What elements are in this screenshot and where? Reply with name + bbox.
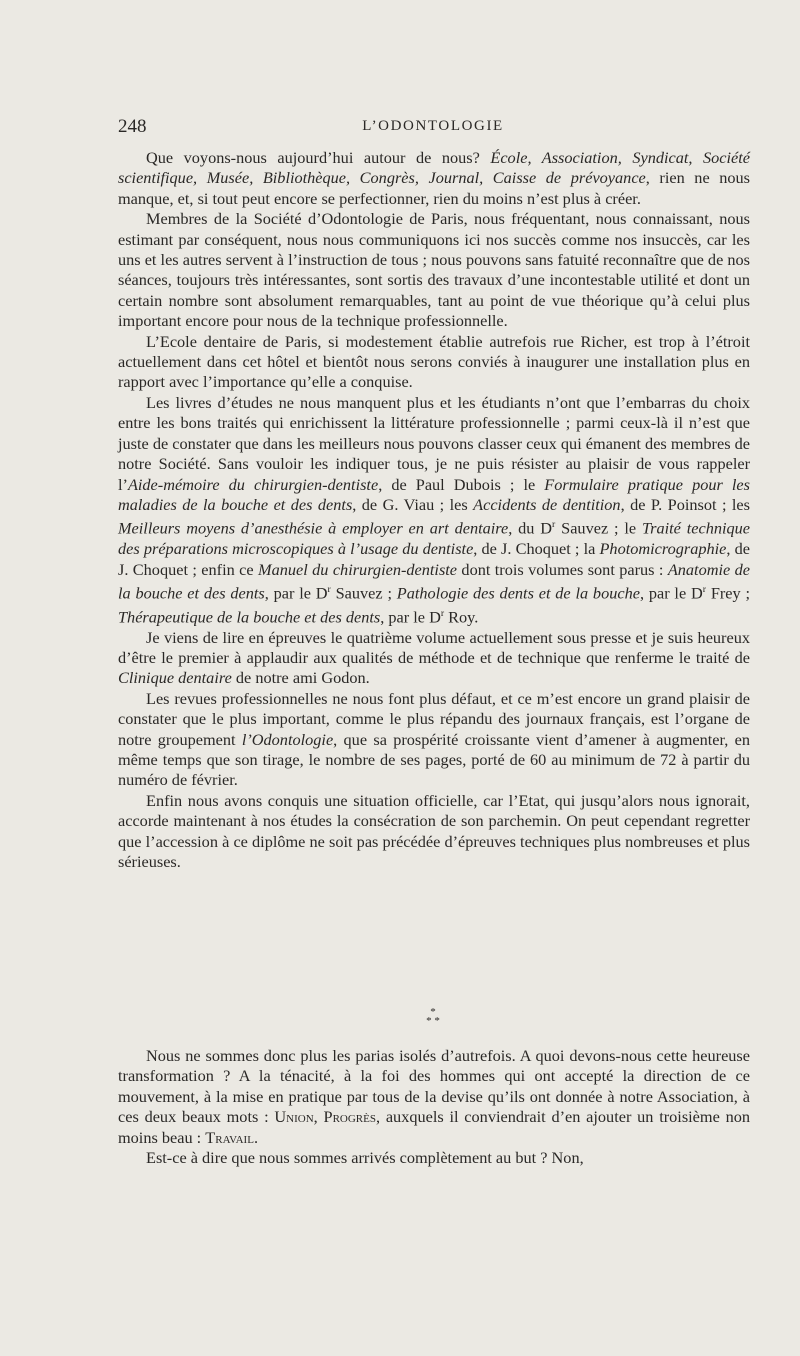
italic-text: Anatomie de la bouche et des dents bbox=[118, 559, 750, 603]
text-run: Sauvez ; bbox=[330, 583, 397, 603]
text-run: dont trois volumes sont parus : bbox=[457, 559, 668, 579]
page-number: 248 bbox=[118, 116, 147, 137]
paragraph bbox=[118, 393, 750, 628]
text-run: , de Paul Dubois ; le bbox=[378, 474, 545, 494]
superscript: r bbox=[552, 519, 556, 531]
italic-text: Manuel du chirurgien-dentiste bbox=[258, 559, 458, 579]
text-run: , par le D bbox=[380, 607, 441, 627]
superscript: r bbox=[327, 583, 331, 595]
text-run: Les revues professionnelles ne nous font plus défaut, et ce m’est encore un grand plaisir de constater que le plus important, comme le plus répandu des journaux français, est l’organe de notre groupement bbox=[118, 688, 750, 749]
paragraph bbox=[118, 628, 750, 689]
text-run: Est-ce à dire que nous sommes arrivés complètement au but ? Non, bbox=[146, 1148, 584, 1168]
italic-text: École, Association, Syndicat, Société scientifique, Musée, Bibliothèque, Congrès, Journal, Caisse de prévoyance bbox=[118, 148, 750, 188]
paragraph bbox=[118, 209, 750, 331]
text-run: Membres de la Société d’Odontologie de Paris, nous fréquentant, nous connaissant, nous estimant par conséquent, nous nous communiquons ici nos succès comme nos insuccès, car les uns et les autres servent à l’instruction de tous ; nous pouvons sans fatuité reconnaître que de nos séances, toujours très intéressantes, sont sortis des travaux d’une incontestable utilité et dont un certain nombre sont absolument remarquables, tant au point de vue théorique qu’à celui plus important encore pour nous de la technique professionnelle. bbox=[118, 209, 750, 331]
text-run: , que sa prospérité croissante vient d’amener à augmenter, en même temps que son tirage, le nombre de ses pages, porté de 60 au minimum de 72 à partir du numéro de février. bbox=[118, 729, 750, 790]
superscript: r bbox=[440, 607, 445, 619]
separator-asterisk-top: * bbox=[430, 1006, 436, 1018]
text-run: L’Ecole dentaire de Paris, si modestement établie autrefois rue Richer, est trop à l’étroit actuellement dans cet hôtel et bientôt nous serons conviés à inaugurer une installation plus en rapport avec l’importance qu’elle a conquise. bbox=[118, 331, 750, 392]
text-run: . bbox=[253, 1127, 259, 1147]
text-run: , bbox=[313, 1107, 324, 1127]
text-run: , de P. Poinsot ; les bbox=[620, 494, 750, 514]
text-run: , rien ne nous manque, et, si tout peut encore se perfectionner, rien du moins n’est plus à créer. bbox=[118, 168, 750, 208]
text-run: Sauvez ; le bbox=[555, 518, 642, 538]
text-run: Nous ne sommes donc plus les parias isolés d’autrefois. A quoi devons-nous cette heureuse transformation ? A la ténacité, à la foi des hommes qui ont accepté la direction de ce mouvement, à la mise en pratique par tous de la devise qu’ils ont donnée à notre Association, à ces deux beaux mots : bbox=[118, 1046, 750, 1127]
text-run: , du D bbox=[508, 518, 553, 538]
text-run: , par le D bbox=[264, 583, 328, 603]
section-separator bbox=[418, 1008, 448, 1026]
paragraph bbox=[118, 791, 750, 873]
italic-text: Traité technique des préparations microscopiques à l’usage du dentiste bbox=[118, 518, 751, 559]
separator-asterisks-bottom: * * bbox=[426, 1015, 440, 1027]
text-run: de notre ami Godon. bbox=[231, 668, 370, 688]
paragraph bbox=[118, 689, 750, 791]
page-header bbox=[118, 116, 748, 138]
italic-text: Accidents de dentition bbox=[473, 494, 621, 514]
running-title: L’ODONTOLOGIE bbox=[362, 118, 504, 134]
paragraph bbox=[118, 1148, 750, 1168]
italic-text: Thérapeutique de la bouche et des dents bbox=[118, 607, 381, 627]
italic-text: Clinique dentaire bbox=[118, 668, 232, 688]
small-caps-text: Travail bbox=[205, 1127, 254, 1147]
text-run: Enfin nous avons conquis une situation officielle, car l’Etat, qui jusqu’alors nous ignorait, accorde maintenant à nos études la consécration de son parchemin. On peut cependant regretter que l’accession à ce diplôme ne soit pas précédée d’épreuves techniques plus nombreuses et plus sérieuses. bbox=[118, 790, 750, 872]
italic-text: Photomicrographie bbox=[599, 539, 727, 559]
italic-text: Meilleurs moyens d’anesthésie à employer en art dentaire bbox=[118, 518, 509, 538]
text-run: , de G. Viau ; les bbox=[352, 494, 474, 514]
superscript: r bbox=[702, 583, 707, 595]
body-text-continued bbox=[118, 1046, 750, 1168]
text-run: , auxquels il conviendrait d’en ajouter un troisième non moins beau : bbox=[118, 1107, 750, 1147]
paragraph bbox=[118, 148, 750, 209]
italic-text: l’Odontologie bbox=[241, 729, 334, 749]
text-run: Frey ; bbox=[706, 583, 751, 603]
small-caps-text: Union bbox=[274, 1107, 314, 1127]
text-run: Roy. bbox=[444, 607, 479, 627]
small-caps-text: Progrès bbox=[323, 1107, 376, 1127]
text-run: Je viens de lire en épreuves le quatrième volume actuellement sous presse et je suis heureux d’être le premier à applaudir aux qualités de méthode et de technique que renferme le traité de bbox=[118, 627, 750, 668]
text-run: Que voyons-nous aujourd’hui autour de nous? bbox=[146, 148, 491, 167]
italic-text: Pathologie des dents et de la bouche bbox=[396, 583, 640, 603]
paragraph bbox=[118, 332, 750, 393]
text-run: , de J. Choquet ; la bbox=[473, 539, 600, 559]
text-run: , par le D bbox=[639, 583, 703, 603]
body-text bbox=[118, 148, 750, 872]
italic-text: Aide-mémoire du chirurgien-dentiste bbox=[127, 474, 379, 494]
italic-text: Formulaire pratique pour les maladies de la bouche et des dents bbox=[118, 474, 750, 514]
text-run: Les livres d’études ne nous manquent plus et les étudiants n’ont que l’embarras du choix entre les bons traités qui enrichissent la littérature professionnelle ; parmi ceux-là il n’est que juste de constater que dans les meilleurs nous pouvons classer ceux qui émanent des membres de notre Société. Sans vouloir les indiquer tous, je ne puis résister au plaisir de vous rappeler l’ bbox=[118, 392, 750, 494]
paragraph bbox=[118, 1046, 750, 1148]
text-run: , de J. Choquet ; enfin ce bbox=[118, 539, 750, 579]
